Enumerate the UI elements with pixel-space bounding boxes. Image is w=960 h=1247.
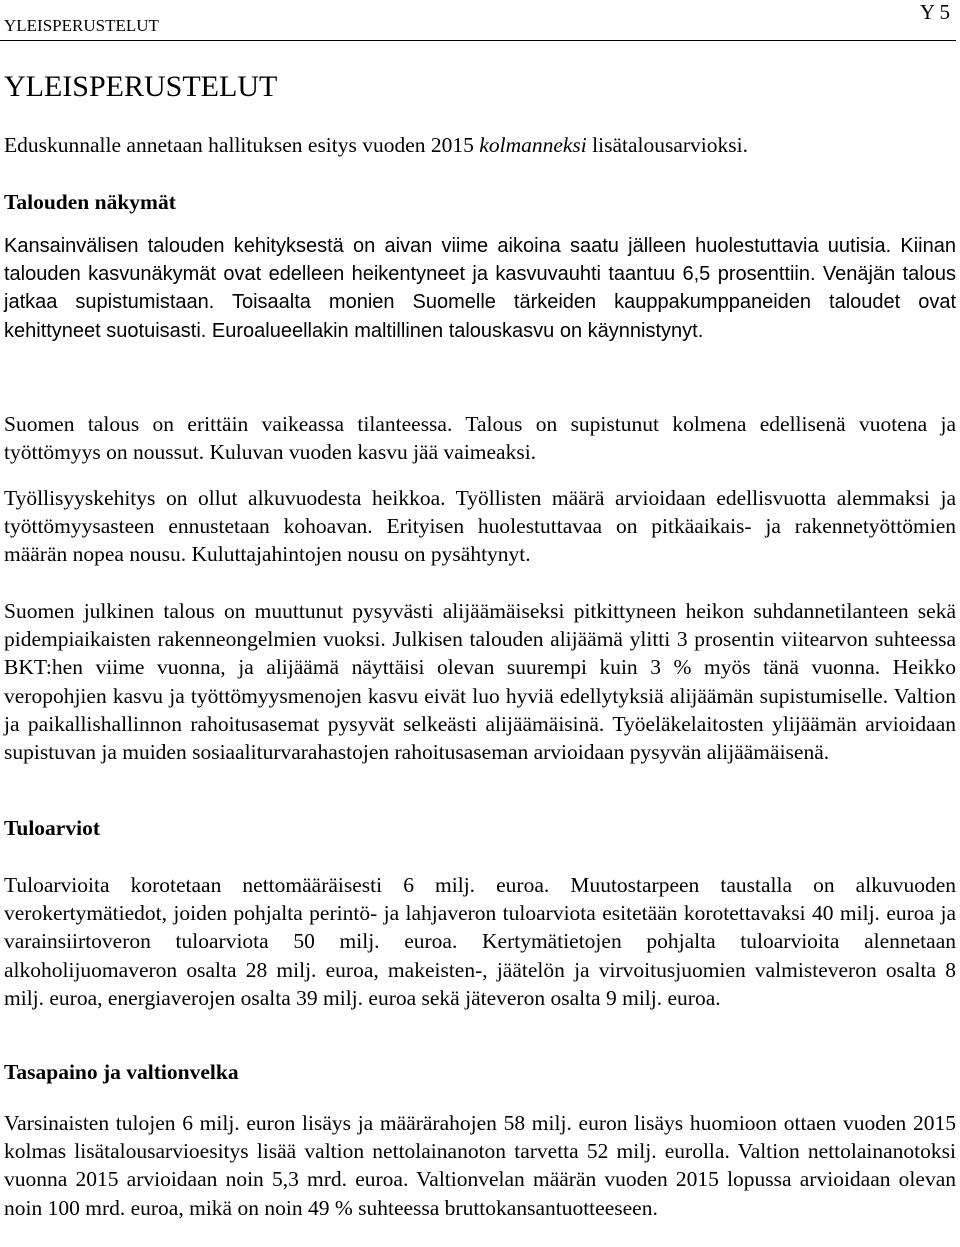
intro-text-after: lisätalousarvioksi. [586,133,748,157]
running-header-title: YLEISPERUSTELUT [4,16,159,35]
outlook-p4-text: Suomen julkinen talous on muuttunut pysyvästi alijäämäiseksi pitkittyneen heikon suhdannetilanteen sekä pidempiaikaisten rakenneongelmien vuoksi. Julkisen talouden alijäämä ylitti 3 prosentin viitearvon suhteessa BKT:hen viime vuonna, ja alijäämä näyttäisi olevan suurempi kuin 3 % myös tänä vuonna. Heikko veropohjien kasvu ja työttömyysmenojen kasvu eivät luo hyviä edellytyksiä alijäämän supistumiselle. Valtion ja paikallishallinnon rahoitusasemat pysyvät selkeästi alijäämäisinä. Työeläkelaitosten ylijäämän arvioidaan supistuvan ja muiden sosiaaliturvarahastojen rahoitusaseman arvioidaan pysyvän alijäämäisenä. [4,599,956,765]
outlook-paragraph-1 [4,232,956,345]
intro-text-before: Eduskunnalle annetaan hallituksen esitys vuoden 2015 [4,133,480,157]
balance-paragraph-1 [4,1109,956,1222]
running-header [0,0,956,41]
outlook-paragraph-3 [4,484,956,569]
outlook-paragraph-4 [4,597,956,766]
revenue-p1-text: Tuloarvioita korotetaan nettomääräisesti 6 milj. euroa. Muutostarpeen taustalla on alkuvuoden verokertymätiedot, joiden pohjalta perintö- ja lahjaveron tuloarviota esitetään korotettavaksi 40 milj. euroa ja varainsiirtoveron tuloarviota 50 milj. euroa. Kertymätietojen pohjalta tuloarvioita alennetaan alkoholijuomaveron osalta 28 milj. euroa, makeisten-, jäätelön ja virvoitusjuomien valmisteveron osalta 8 milj. euroa, energiaverojen osalta 39 milj. euroa sekä jäteveron osalta 9 milj. euroa. [4,873,956,1010]
balance-p1-text: Varsinaisten tulojen 6 milj. euron lisäys ja määrärahojen 58 milj. euron lisäys huomioon ottaen vuoden 2015 kolmas lisätalousarvioesitys lisää valtion nettolainanoton tarvetta 52 milj. eurolla. Valtion nettolainanotoksi vuonna 2015 arvioidaan noin 5,3 mrd. euroa. Valtionvelan määrän vuoden 2015 lopussa arvioidaan olevan noin 100 mrd. euroa, mikä on noin 49 % suhteessa bruttokansantuotteeseen. [4,1111,956,1220]
page-number: Y 5 [919,0,950,24]
intro-paragraph [4,131,956,159]
outlook-p1-text: Kansainvälisen talouden kehityksestä on aivan viime aikoina saatu jälleen huolestuttavia uutisia. Kiinan talouden kasvunäkymät ovat edelleen heikentyneet ja kasvuvauhti taantuu 6,5 prosenttiin. Venäjän talous jatkaa supistumistaan. Toisaalta monien Suomelle tärkeiden kauppakumppaneiden taloudet ovat kehittyneet suotuisasti. Euroalueellakin maltillinen talouskasvu on käynnistynyt. [4,235,956,342]
heading-balance: Tasapaino ja valtionvelka [4,1060,239,1084]
page-title: YLEISPERUSTELUT [4,70,278,103]
heading-revenue: Tuloarviot [4,816,100,840]
heading-outlook: Talouden näkymät [4,190,176,214]
outlook-paragraph-2 [4,410,956,466]
revenue-paragraph-1 [4,871,956,1012]
outlook-p2-text: Suomen talous on erittäin vaikeassa tilanteessa. Talous on supistunut kolmena edellisenä vuotena ja työttömyys on noussut. Kuluvan vuoden kasvu jää vaimeaksi. [4,412,956,465]
intro-text-italic: kolmanneksi [479,133,587,157]
outlook-p3-text: Työllisyyskehitys on ollut alkuvuodesta heikkoa. Työllisten määrä arvioidaan edellisvuotta alemmaksi ja työttömyysasteen ennustetaan kohoavan. Erityisen huolestuttavaa on pitkäaikais- ja rakennetyöttömien määrän nopea nousu. Kuluttajahintojen nousu on pysähtynyt. [4,486,956,567]
